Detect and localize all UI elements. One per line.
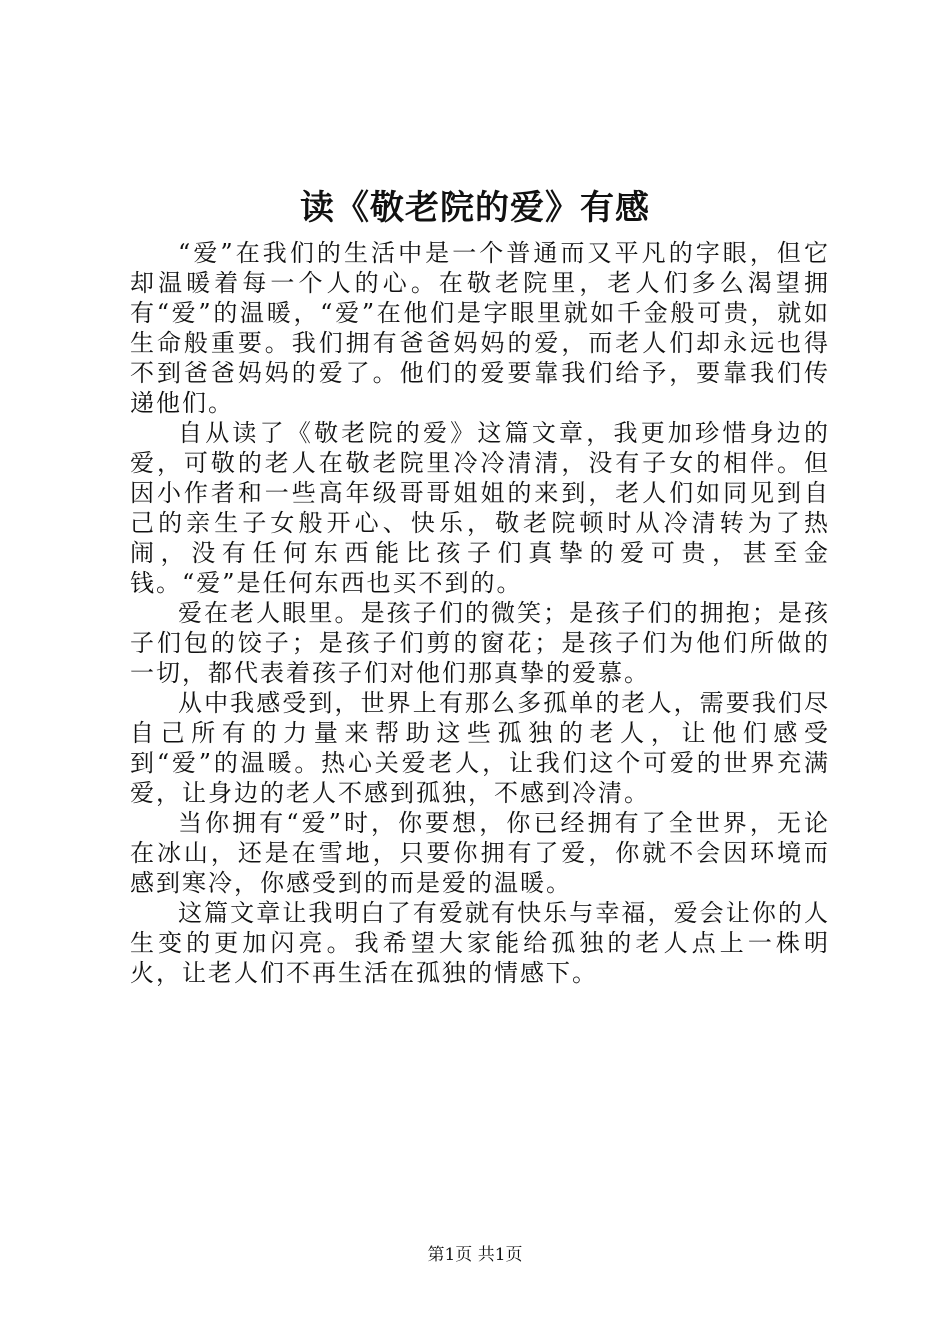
page-footer: 第1页 共1页 bbox=[427, 1245, 523, 1265]
paragraph-3: 爱在老人眼里。是孩子们的微笑；是孩子们的拥抱；是孩子们包的饺子；是孩子们剪的窗花；是孩子们为他们所做的一切，都代表着孩子们对他们那真挚的爱慕。 bbox=[130, 599, 830, 687]
paragraph-4: 从中我感受到，世界上有那么多孤单的老人，需要我们尽自己所有的力量来帮助这些孤独的老人，让他们感受到“爱”的温暖。热心关爱老人，让我们这个可爱的世界充满爱，让身边的老人不感到孤独，不感到冷清。 bbox=[130, 689, 830, 807]
document-body bbox=[130, 238, 830, 988]
document-title: 读《敬老院的爱》有感 bbox=[300, 188, 650, 228]
paragraph-2: 自从读了《敬老院的爱》这篇文章，我更加珍惜身边的爱，可敬的老人在敬老院里冷冷清清，没有子女的相伴。但因小作者和一些高年级哥哥姐姐的来到，老人们如同见到自己的亲生子女般开心、快乐，敬老院顿时从冷清转为了热闹，没有任何东西能比孩子们真挚的爱可贵，甚至金钱。“爱”是任何东西也买不到的。 bbox=[130, 419, 830, 597]
paragraph-6: 这篇文章让我明白了有爱就有快乐与幸福，爱会让你的人生变的更加闪亮。我希望大家能给孤独的老人点上一株明火，让老人们不再生活在孤独的情感下。 bbox=[130, 899, 830, 987]
paragraph-5: 当你拥有“爱”时，你要想，你已经拥有了全世界，无论在冰山，还是在雪地，只要你拥有了爱，你就不会因环境而感到寒冷，你感受到的而是爱的温暖。 bbox=[130, 809, 830, 897]
paragraph-1: “爱”在我们的生活中是一个普通而又平凡的字眼，但它却温暖着每一个人的心。在敬老院里，老人们多么渴望拥有“爱”的温暖，“爱”在他们是字眼里就如千金般可贵，就如生命般重要。我们拥有爸爸妈妈的爱，而老人们却永远也得不到爸爸妈妈的爱了。他们的爱要靠我们给予，要靠我们传递他们。 bbox=[130, 239, 830, 417]
